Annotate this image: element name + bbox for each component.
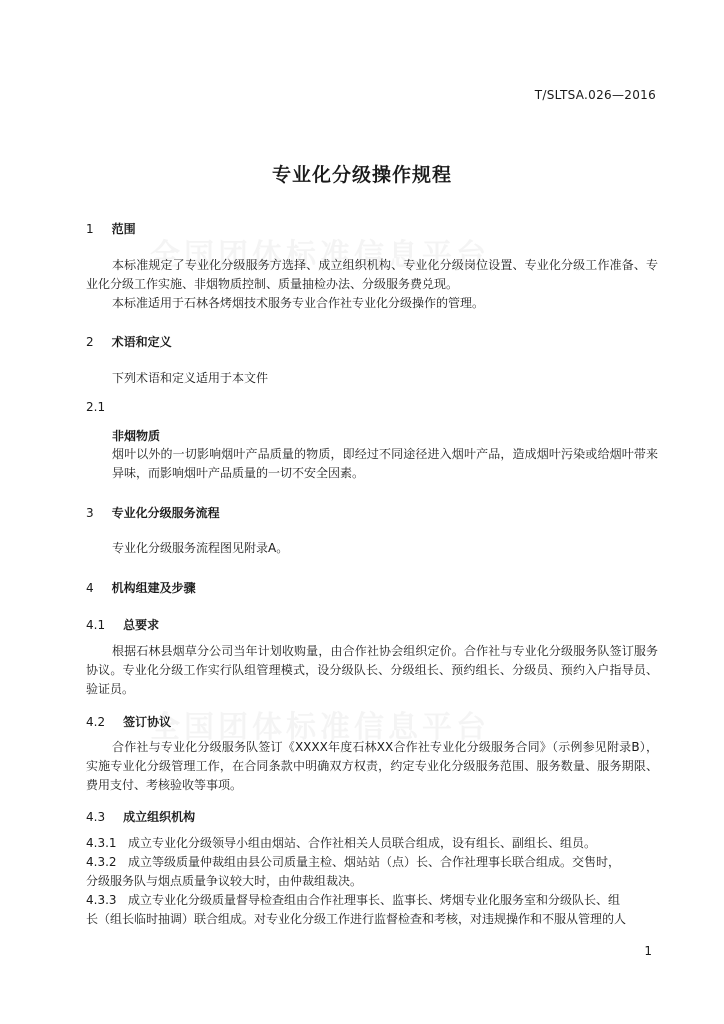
section-2-number: 2 (86, 335, 94, 349)
section-4-2-number: 4.2 (86, 715, 106, 729)
document-number: T/SLTSA.026—2016 (534, 88, 656, 102)
term-heading: 非烟物质 (112, 429, 161, 443)
section-2-title: 术语和定义 (111, 335, 172, 349)
page-title: 专业化分级操作规程 (271, 164, 452, 186)
section-4-2-title: 签订协议 (123, 715, 172, 729)
section-4-1-number: 4.1 (86, 618, 106, 632)
term-definition: 烟叶以外的一切影响烟叶产品质量的物质，即经过不同途径进入烟叶产品，造成烟叶污染或给烟叶带来异味，而影响烟叶产品质量的一切不安全因素。 (112, 447, 658, 480)
section-2-heading (86, 333, 172, 350)
item-4-3-3-number: 4.3.3 (86, 893, 117, 907)
section-4-2-heading (86, 713, 171, 730)
item-4-3-3 (86, 891, 658, 910)
section-3-title: 专业化分级服务流程 (111, 506, 220, 520)
section-4-1-text: 根据石林县烟草分公司当年计划收购量，由合作社协会组织定价。合作社与专业化分级服务队签订服务协议。专业化分级工作实行队组管理模式，设分级队长、分级组长、预约组长、分级员、预约入户指导员、验证员。 (86, 644, 658, 696)
section-3-text: 专业化分级服务流程图见附录A。 (112, 541, 289, 555)
section-2-1-number: 2.1 (86, 400, 106, 414)
item-4-3-1-number: 4.3.1 (86, 836, 117, 850)
section-4-number: 4 (86, 581, 94, 595)
item-4-3-2-line-1: 成立等级质量仲裁组由县公司质量主检、烟站站（点）长、合作社理事长联合组成。交售时， (128, 855, 621, 869)
item-4-3-3-line-1: 成立专业化分级质量督导检查组由合作社理事长、监事长、烤烟专业化服务室和分级队长、组 (128, 893, 621, 907)
section-4-3-title: 成立组织机构 (123, 810, 196, 824)
section-4-title: 机构组建及步骤 (111, 581, 196, 595)
section-4-2-text: 合作社与专业化分级服务队签订《XXXX年度石林XX合作社专业化分级服务合同》（示例参见附录B），实施专业化分级管理工作，在合同条款中明确双方权责，约定专业化分级服务范围、服务数量、服务期限、费用支付、考核验收等事项。 (86, 740, 658, 792)
section-3-heading (86, 504, 220, 521)
item-4-3-2-line-2: 分级服务队与烟点质量争议较大时，由仲裁组裁决。 (86, 874, 363, 888)
item-4-3-2-number: 4.3.2 (86, 855, 117, 869)
section-3-number: 3 (86, 506, 94, 520)
section-4-3-heading (86, 808, 195, 825)
item-4-3-1 (86, 834, 658, 853)
item-4-3-3-line-2: 长（组长临时抽调）联合组成。对专业化分级工作进行监督检查和考核，对违规操作和不服从管理的人 (86, 912, 627, 926)
section-1-number: 1 (86, 222, 94, 236)
item-4-3-2 (86, 853, 658, 872)
section-4-1-title: 总要求 (123, 618, 160, 632)
section-4-3-number: 4.3 (86, 810, 106, 824)
page-number: 1 (644, 944, 652, 958)
section-1-paragraph-1: 本标准规定了专业化分级服务方选择、成立组织机构、专业化分级岗位设置、专业化分级工作准备、专业化分级工作实施、非烟物质控制、质量抽检办法、分级服务费兑现。 (86, 258, 658, 291)
section-4-heading (86, 579, 196, 596)
section-1-heading (86, 220, 136, 237)
section-1-paragraph-2: 本标准适用于石林各烤烟技术服务专业合作社专业化分级操作的管理。 (112, 296, 485, 310)
section-4-1-heading (86, 616, 159, 633)
section-2-intro: 下列术语和定义适用于本文件 (112, 371, 269, 385)
item-4-3-1-text: 成立专业化分级领导小组由烟站、合作社相关人员联合组成，设有组长、副组长、组员。 (128, 836, 597, 850)
section-1-title: 范围 (111, 222, 136, 236)
